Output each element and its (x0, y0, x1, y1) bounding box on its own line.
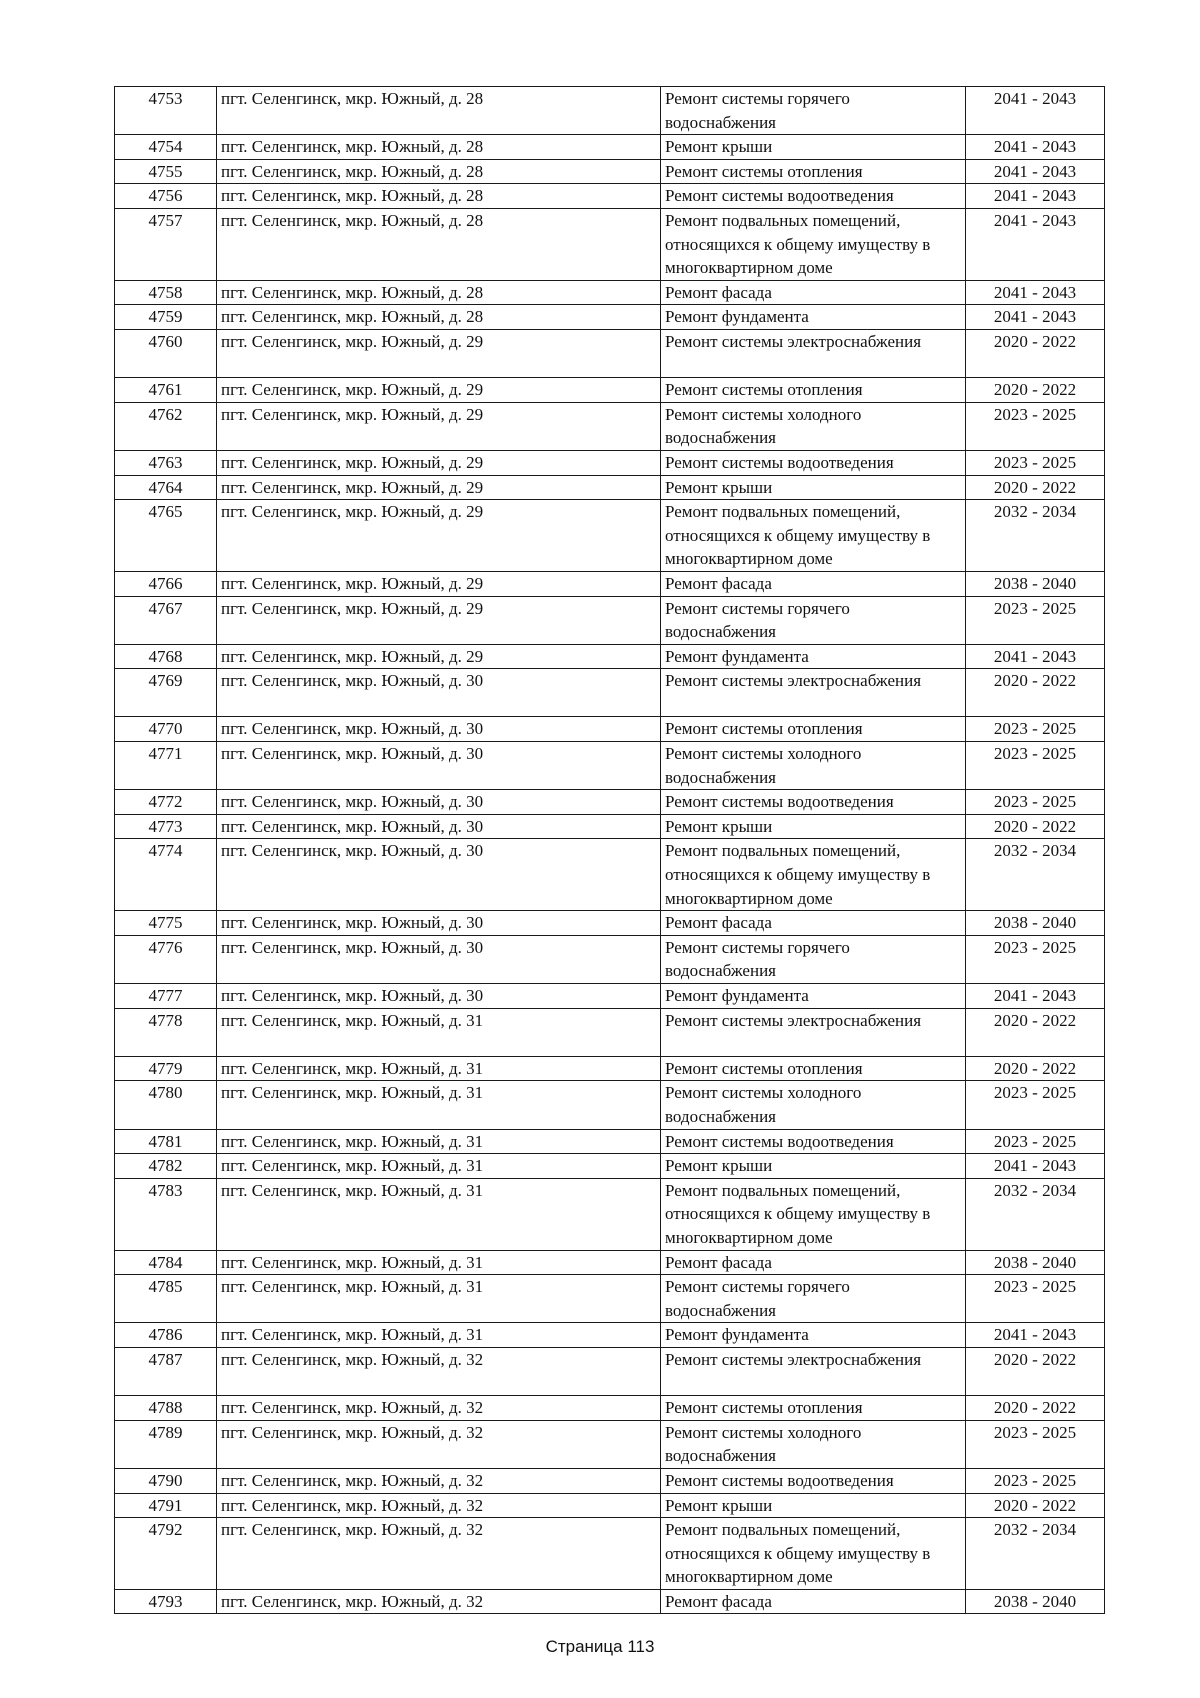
table-row (115, 1589, 1105, 1614)
row-number: 4782 (115, 1154, 217, 1179)
row-work-type: Ремонт фасада (661, 280, 966, 305)
row-number: 4790 (115, 1468, 217, 1493)
row-number: 4760 (115, 329, 217, 377)
row-period: 2023 - 2025 (966, 717, 1105, 742)
row-work-type: Ремонт фундамента (661, 644, 966, 669)
row-number: 4785 (115, 1275, 217, 1323)
row-number: 4764 (115, 475, 217, 500)
row-address: пгт. Селенгинск, мкр. Южный, д. 29 (217, 475, 661, 500)
row-period: 2023 - 2025 (966, 596, 1105, 644)
row-work-type: Ремонт подвальных помещений, относящихся к общему имуществу в многоквартирном доме (661, 839, 966, 911)
row-number: 4765 (115, 500, 217, 572)
row-work-type: Ремонт системы горячего водоснабжения (661, 596, 966, 644)
row-address: пгт. Селенгинск, мкр. Южный, д. 28 (217, 208, 661, 280)
row-address: пгт. Селенгинск, мкр. Южный, д. 29 (217, 500, 661, 572)
row-work-type: Ремонт фасада (661, 1589, 966, 1614)
table-row (115, 1493, 1105, 1518)
row-work-type: Ремонт системы электроснабжения (661, 669, 966, 717)
table-row (115, 1420, 1105, 1468)
table-row (115, 1518, 1105, 1590)
row-work-type: Ремонт системы отопления (661, 1396, 966, 1421)
row-address: пгт. Селенгинск, мкр. Южный, д. 29 (217, 644, 661, 669)
repair-schedule-table (114, 86, 1105, 1614)
row-period: 2041 - 2043 (966, 305, 1105, 330)
table-row (115, 669, 1105, 717)
row-period: 2041 - 2043 (966, 87, 1105, 135)
row-work-type: Ремонт системы горячего водоснабжения (661, 87, 966, 135)
row-work-type: Ремонт системы водоотведения (661, 1468, 966, 1493)
row-number: 4754 (115, 135, 217, 160)
table-row (115, 1129, 1105, 1154)
row-address: пгт. Селенгинск, мкр. Южный, д. 31 (217, 1008, 661, 1056)
row-number: 4763 (115, 450, 217, 475)
row-address: пгт. Селенгинск, мкр. Южный, д. 32 (217, 1468, 661, 1493)
table-row (115, 87, 1105, 135)
row-period: 2023 - 2025 (966, 935, 1105, 983)
table-row (115, 571, 1105, 596)
table-row (115, 450, 1105, 475)
row-number: 4753 (115, 87, 217, 135)
row-number: 4780 (115, 1081, 217, 1129)
table-row (115, 1468, 1105, 1493)
row-work-type: Ремонт системы отопления (661, 717, 966, 742)
row-number: 4757 (115, 208, 217, 280)
table-row (115, 1081, 1105, 1129)
row-number: 4786 (115, 1323, 217, 1348)
row-work-type: Ремонт системы электроснабжения (661, 1347, 966, 1395)
row-period: 2023 - 2025 (966, 450, 1105, 475)
row-period: 2032 - 2034 (966, 839, 1105, 911)
row-work-type: Ремонт подвальных помещений, относящихся к общему имуществу в многоквартирном доме (661, 1178, 966, 1250)
row-number: 4784 (115, 1250, 217, 1275)
row-period: 2020 - 2022 (966, 475, 1105, 500)
row-number: 4775 (115, 911, 217, 936)
row-period: 2032 - 2034 (966, 500, 1105, 572)
row-address: пгт. Селенгинск, мкр. Южный, д. 29 (217, 571, 661, 596)
row-work-type: Ремонт фасада (661, 571, 966, 596)
row-period: 2020 - 2022 (966, 329, 1105, 377)
row-period: 2041 - 2043 (966, 1154, 1105, 1179)
row-address: пгт. Селенгинск, мкр. Южный, д. 30 (217, 814, 661, 839)
row-period: 2020 - 2022 (966, 1396, 1105, 1421)
row-period: 2023 - 2025 (966, 1420, 1105, 1468)
row-number: 4766 (115, 571, 217, 596)
row-period: 2041 - 2043 (966, 644, 1105, 669)
row-address: пгт. Селенгинск, мкр. Южный, д. 30 (217, 717, 661, 742)
table-row (115, 1250, 1105, 1275)
row-period: 2020 - 2022 (966, 669, 1105, 717)
table-row (115, 500, 1105, 572)
row-period: 2023 - 2025 (966, 1275, 1105, 1323)
row-work-type: Ремонт системы холодного водоснабжения (661, 1081, 966, 1129)
row-period: 2023 - 2025 (966, 402, 1105, 450)
row-period: 2041 - 2043 (966, 135, 1105, 160)
row-work-type: Ремонт фундамента (661, 305, 966, 330)
row-address: пгт. Селенгинск, мкр. Южный, д. 31 (217, 1275, 661, 1323)
row-work-type: Ремонт крыши (661, 1493, 966, 1518)
row-number: 4762 (115, 402, 217, 450)
row-address: пгт. Селенгинск, мкр. Южный, д. 32 (217, 1589, 661, 1614)
row-address: пгт. Селенгинск, мкр. Южный, д. 31 (217, 1056, 661, 1081)
row-work-type: Ремонт фасада (661, 1250, 966, 1275)
row-address: пгт. Селенгинск, мкр. Южный, д. 30 (217, 742, 661, 790)
row-address: пгт. Селенгинск, мкр. Южный, д. 32 (217, 1493, 661, 1518)
row-number: 4769 (115, 669, 217, 717)
row-address: пгт. Селенгинск, мкр. Южный, д. 29 (217, 329, 661, 377)
table-row (115, 935, 1105, 983)
row-address: пгт. Селенгинск, мкр. Южный, д. 30 (217, 839, 661, 911)
row-period: 2038 - 2040 (966, 911, 1105, 936)
row-work-type: Ремонт системы электроснабжения (661, 329, 966, 377)
row-address: пгт. Селенгинск, мкр. Южный, д. 32 (217, 1420, 661, 1468)
row-address: пгт. Селенгинск, мкр. Южный, д. 32 (217, 1347, 661, 1395)
row-address: пгт. Селенгинск, мкр. Южный, д. 28 (217, 87, 661, 135)
table-row (115, 1178, 1105, 1250)
row-address: пгт. Селенгинск, мкр. Южный, д. 28 (217, 159, 661, 184)
row-number: 4788 (115, 1396, 217, 1421)
row-period: 2032 - 2034 (966, 1518, 1105, 1590)
table-row (115, 1154, 1105, 1179)
row-work-type: Ремонт системы отопления (661, 159, 966, 184)
row-address: пгт. Селенгинск, мкр. Южный, д. 31 (217, 1081, 661, 1129)
row-work-type: Ремонт подвальных помещений, относящихся к общему имуществу в многоквартирном доме (661, 208, 966, 280)
row-period: 2023 - 2025 (966, 1081, 1105, 1129)
table-row (115, 159, 1105, 184)
row-period: 2020 - 2022 (966, 1493, 1105, 1518)
table-row (115, 596, 1105, 644)
table-row (115, 329, 1105, 377)
table-row (115, 1396, 1105, 1421)
row-number: 4773 (115, 814, 217, 839)
row-work-type: Ремонт системы водоотведения (661, 450, 966, 475)
table-row (115, 790, 1105, 815)
table-row (115, 839, 1105, 911)
row-number: 4781 (115, 1129, 217, 1154)
row-address: пгт. Селенгинск, мкр. Южный, д. 31 (217, 1129, 661, 1154)
row-period: 2020 - 2022 (966, 1008, 1105, 1056)
row-period: 2023 - 2025 (966, 1129, 1105, 1154)
row-work-type: Ремонт крыши (661, 814, 966, 839)
table-row (115, 717, 1105, 742)
row-address: пгт. Селенгинск, мкр. Южный, д. 28 (217, 135, 661, 160)
row-period: 2041 - 2043 (966, 184, 1105, 209)
row-address: пгт. Селенгинск, мкр. Южный, д. 28 (217, 184, 661, 209)
row-number: 4774 (115, 839, 217, 911)
row-address: пгт. Селенгинск, мкр. Южный, д. 31 (217, 1154, 661, 1179)
row-address: пгт. Селенгинск, мкр. Южный, д. 28 (217, 280, 661, 305)
row-number: 4772 (115, 790, 217, 815)
row-number: 4778 (115, 1008, 217, 1056)
row-work-type: Ремонт системы водоотведения (661, 184, 966, 209)
row-work-type: Ремонт системы холодного водоснабжения (661, 402, 966, 450)
row-address: пгт. Селенгинск, мкр. Южный, д. 28 (217, 305, 661, 330)
row-period: 2038 - 2040 (966, 1589, 1105, 1614)
row-address: пгт. Селенгинск, мкр. Южный, д. 29 (217, 450, 661, 475)
row-address: пгт. Селенгинск, мкр. Южный, д. 32 (217, 1396, 661, 1421)
table-row (115, 1275, 1105, 1323)
row-period: 2023 - 2025 (966, 1468, 1105, 1493)
row-work-type: Ремонт фасада (661, 911, 966, 936)
row-work-type: Ремонт системы водоотведения (661, 1129, 966, 1154)
row-number: 4756 (115, 184, 217, 209)
row-work-type: Ремонт системы электроснабжения (661, 1008, 966, 1056)
table-row (115, 208, 1105, 280)
row-number: 4789 (115, 1420, 217, 1468)
repair-schedule-body (115, 87, 1105, 1614)
row-address: пгт. Селенгинск, мкр. Южный, д. 30 (217, 911, 661, 936)
row-period: 2038 - 2040 (966, 1250, 1105, 1275)
row-number: 4768 (115, 644, 217, 669)
table-row (115, 184, 1105, 209)
table-row (115, 1323, 1105, 1348)
row-work-type: Ремонт системы отопления (661, 378, 966, 403)
row-period: 2020 - 2022 (966, 1056, 1105, 1081)
table-row (115, 305, 1105, 330)
table-row (115, 911, 1105, 936)
table-row (115, 644, 1105, 669)
row-number: 4755 (115, 159, 217, 184)
row-address: пгт. Селенгинск, мкр. Южный, д. 30 (217, 935, 661, 983)
row-number: 4787 (115, 1347, 217, 1395)
row-number: 4771 (115, 742, 217, 790)
row-period: 2020 - 2022 (966, 814, 1105, 839)
row-work-type: Ремонт крыши (661, 135, 966, 160)
row-address: пгт. Селенгинск, мкр. Южный, д. 29 (217, 378, 661, 403)
row-address: пгт. Селенгинск, мкр. Южный, д. 31 (217, 1178, 661, 1250)
table-row (115, 1347, 1105, 1395)
table-row (115, 1056, 1105, 1081)
row-number: 4783 (115, 1178, 217, 1250)
row-period: 2041 - 2043 (966, 208, 1105, 280)
row-number: 4779 (115, 1056, 217, 1081)
table-row (115, 280, 1105, 305)
row-work-type: Ремонт подвальных помещений, относящихся к общему имуществу в многоквартирном доме (661, 500, 966, 572)
row-period: 2038 - 2040 (966, 571, 1105, 596)
table-row (115, 378, 1105, 403)
row-address: пгт. Селенгинск, мкр. Южный, д. 30 (217, 669, 661, 717)
row-work-type: Ремонт системы горячего водоснабжения (661, 935, 966, 983)
table-row (115, 402, 1105, 450)
table-row (115, 135, 1105, 160)
row-work-type: Ремонт системы холодного водоснабжения (661, 1420, 966, 1468)
row-period: 2020 - 2022 (966, 378, 1105, 403)
row-address: пгт. Селенгинск, мкр. Южный, д. 32 (217, 1518, 661, 1590)
row-work-type: Ремонт фундамента (661, 984, 966, 1009)
row-address: пгт. Селенгинск, мкр. Южный, д. 30 (217, 984, 661, 1009)
row-work-type: Ремонт крыши (661, 1154, 966, 1179)
row-period: 2032 - 2034 (966, 1178, 1105, 1250)
row-number: 4793 (115, 1589, 217, 1614)
row-work-type: Ремонт системы холодного водоснабжения (661, 742, 966, 790)
row-period: 2041 - 2043 (966, 1323, 1105, 1348)
row-period: 2041 - 2043 (966, 159, 1105, 184)
table-row (115, 1008, 1105, 1056)
row-period: 2041 - 2043 (966, 280, 1105, 305)
row-number: 4792 (115, 1518, 217, 1590)
row-address: пгт. Селенгинск, мкр. Южный, д. 29 (217, 596, 661, 644)
row-number: 4761 (115, 378, 217, 403)
page-number: Страница 113 (545, 1637, 655, 1656)
row-period: 2023 - 2025 (966, 790, 1105, 815)
table-row (115, 475, 1105, 500)
row-address: пгт. Селенгинск, мкр. Южный, д. 31 (217, 1323, 661, 1348)
row-address: пгт. Селенгинск, мкр. Южный, д. 31 (217, 1250, 661, 1275)
row-period: 2041 - 2043 (966, 984, 1105, 1009)
row-period: 2020 - 2022 (966, 1347, 1105, 1395)
row-number: 4770 (115, 717, 217, 742)
row-work-type: Ремонт системы отопления (661, 1056, 966, 1081)
row-number: 4776 (115, 935, 217, 983)
row-work-type: Ремонт системы водоотведения (661, 790, 966, 815)
table-row (115, 742, 1105, 790)
row-number: 4777 (115, 984, 217, 1009)
table-row (115, 984, 1105, 1009)
row-number: 4759 (115, 305, 217, 330)
row-work-type: Ремонт фундамента (661, 1323, 966, 1348)
row-number: 4767 (115, 596, 217, 644)
row-work-type: Ремонт подвальных помещений, относящихся к общему имуществу в многоквартирном доме (661, 1518, 966, 1590)
row-number: 4758 (115, 280, 217, 305)
row-period: 2023 - 2025 (966, 742, 1105, 790)
row-work-type: Ремонт системы горячего водоснабжения (661, 1275, 966, 1323)
row-number: 4791 (115, 1493, 217, 1518)
row-work-type: Ремонт крыши (661, 475, 966, 500)
row-address: пгт. Селенгинск, мкр. Южный, д. 29 (217, 402, 661, 450)
table-row (115, 814, 1105, 839)
row-address: пгт. Селенгинск, мкр. Южный, д. 30 (217, 790, 661, 815)
